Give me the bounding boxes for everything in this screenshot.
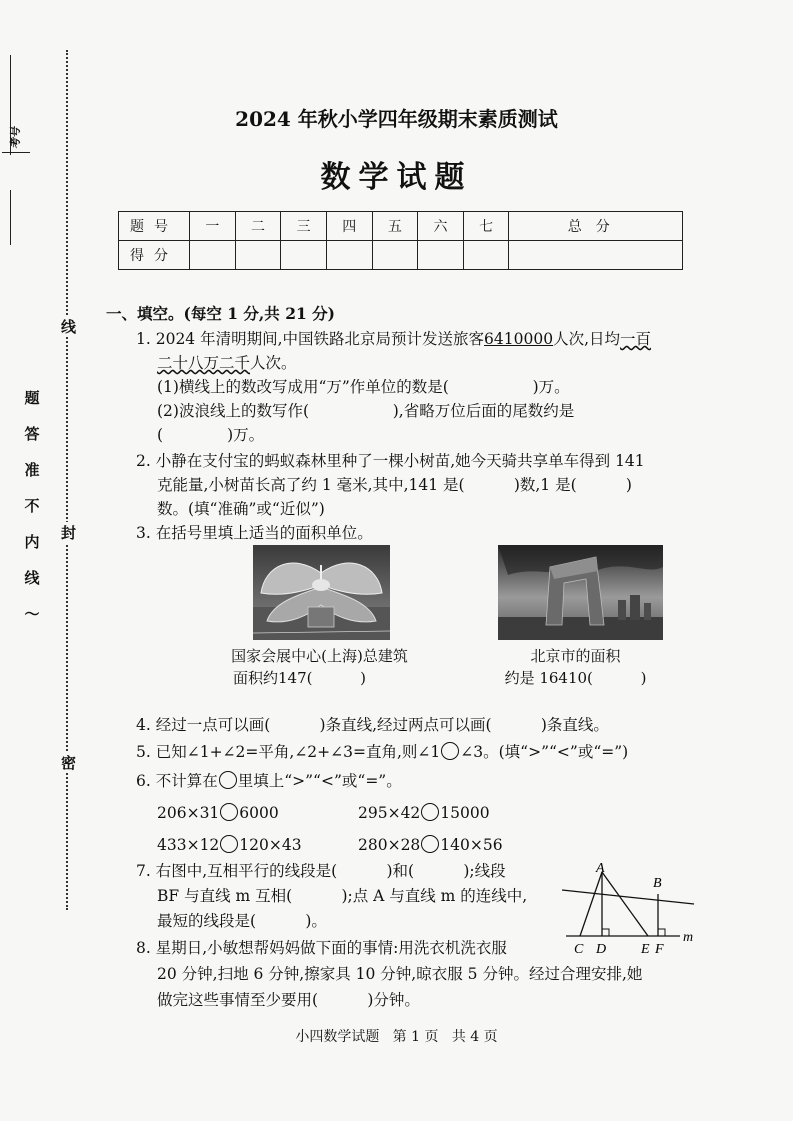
point-label: D	[596, 942, 607, 957]
page-footer: 小四数学试题 第 1 页 共 4 页	[295, 1029, 498, 1045]
q6-expr-left: 280×28	[358, 836, 421, 854]
score-cell[interactable]	[463, 241, 509, 270]
warn-char: 内	[24, 533, 40, 551]
subject-title: 数学试题	[320, 160, 473, 195]
q7-line-1: 7. 右图中,互相平行的线段是( )和( );线段	[136, 862, 506, 880]
q1-text: 人次。	[250, 354, 297, 372]
compare-circle[interactable]	[421, 835, 439, 853]
q2-line-3: 数。(填“准确”或“近似”)	[157, 500, 325, 518]
q6-expr-right: 120×43	[239, 836, 302, 854]
score-cell[interactable]	[235, 241, 281, 270]
score-cell[interactable]	[281, 241, 327, 270]
column-header: 三	[281, 212, 327, 241]
score-cell[interactable]	[509, 241, 683, 270]
q6-item	[358, 834, 503, 856]
compare-circle[interactable]	[220, 803, 238, 821]
q1-sub-2b: ( )万。	[157, 426, 265, 444]
seal-char-seal: 封	[61, 524, 77, 542]
score-cell[interactable]	[372, 241, 418, 270]
q1-wavy-number: 二十八万二千	[157, 354, 251, 372]
seal-char-secret: 密	[61, 754, 77, 772]
warn-char: 准	[24, 461, 40, 479]
score-cell[interactable]	[190, 241, 236, 270]
q5-text: ∠3。(填“>”“<”或“=”)	[460, 743, 629, 761]
point-label: A	[596, 861, 605, 876]
q7-line-3: 最短的线段是( )。	[157, 912, 327, 930]
line-label: m	[683, 930, 694, 945]
q1-line-1	[136, 328, 651, 350]
score-table	[118, 211, 683, 270]
q6-expr-right: 6000	[239, 804, 279, 822]
q7-line-2: BF 与直线 m 互相( );点 A 与直线 m 的连线中,	[157, 887, 528, 905]
q1-underlined-number: 6410000	[484, 330, 554, 348]
q5-text: 5. 已知∠1+∠2=平角,∠2+∠3=直角,则∠1	[136, 743, 441, 761]
q2-line-1: 2. 小静在支付宝的蚂蚁森林里种了一棵小树苗,她今天骑共享单车得到 141	[136, 452, 645, 470]
beijing-cctv-image	[498, 545, 663, 640]
q1-wavy-number: 一百	[620, 330, 652, 348]
section-1-title: 一、填空。(每空 1 分,共 21 分)	[106, 304, 336, 323]
q6-expr-right: 140×56	[440, 836, 503, 854]
seal-char-line: 线	[61, 318, 77, 336]
q6-expr-left: 206×31	[157, 804, 220, 822]
warn-char: ～	[24, 605, 40, 623]
q6-expr-right: 15000	[440, 804, 490, 822]
q1-sub-2: (2)波浪线上的数写作( ),省略万位后面的尾数约是	[157, 402, 575, 420]
table-row	[119, 241, 683, 270]
column-header: 六	[418, 212, 464, 241]
score-cell[interactable]	[418, 241, 464, 270]
q6-item	[358, 802, 490, 824]
expo-center-image	[253, 545, 390, 640]
q6-expr-left: 295×42	[358, 804, 421, 822]
q8-line-3: 做完这些事情至少要用( )分钟。	[157, 991, 420, 1009]
point-label: E	[641, 942, 650, 957]
compare-circle[interactable]	[220, 835, 238, 853]
q6-item	[157, 834, 302, 856]
compare-circle[interactable]	[421, 803, 439, 821]
q6-text: 里填上“>”“<”或“=”。	[237, 772, 402, 790]
q1-text: 人次,日均	[553, 330, 620, 348]
column-header-total: 总分	[509, 212, 683, 241]
exam-no-label: 考号	[9, 127, 22, 149]
compare-circle[interactable]	[441, 742, 459, 760]
q1-text: 1. 2024 年清明期间,中国铁路北京局预计发送旅客	[136, 330, 485, 348]
photo-expo-center	[253, 545, 390, 640]
column-header: 四	[326, 212, 372, 241]
column-header: 五	[372, 212, 418, 241]
point-label: C	[574, 942, 584, 957]
q8-line-2: 20 分钟,扫地 6 分钟,擦家具 10 分钟,晾衣服 5 分钟。经过合理安排,她	[157, 965, 643, 983]
column-header: 七	[463, 212, 509, 241]
q2-line-2: 克能量,小树苗长高了约 1 毫米,其中,141 是( )数,1 是( )	[157, 476, 632, 494]
q6-text: 6. 不计算在	[136, 772, 218, 790]
photo-beijing	[498, 545, 663, 640]
caption-expo-line-2: 面积约147( )	[232, 669, 366, 687]
q3-line-1: 3. 在括号里填上适当的面积单位。	[136, 524, 373, 542]
q6-expr-left: 433×12	[157, 836, 220, 854]
point-label: F	[655, 942, 664, 957]
point-label: B	[653, 876, 662, 891]
row-label-score: 得分	[119, 241, 190, 270]
warn-char: 线	[24, 569, 40, 587]
circle-icon	[219, 771, 237, 789]
q5-line	[136, 741, 628, 763]
caption-expo-line-1: 国家会展中心(上海)总建筑	[231, 647, 408, 665]
q7-geometry-figure	[562, 860, 702, 960]
margin-line	[10, 190, 11, 245]
q6-line	[136, 770, 402, 792]
caption-beijing-line-1: 北京市的面积	[530, 647, 621, 665]
warn-char: 不	[24, 497, 40, 515]
no-answer-warning	[22, 380, 42, 632]
exam-title: 2024 年秋小学四年级期末素质测试	[235, 107, 558, 131]
column-header: 一	[190, 212, 236, 241]
column-header: 二	[235, 212, 281, 241]
score-cell[interactable]	[326, 241, 372, 270]
q1-sub-1: (1)横线上的数改写成用“万”作单位的数是( )万。	[157, 378, 570, 396]
q4-line: 4. 经过一点可以画( )条直线,经过两点可以画( )条直线。	[136, 716, 609, 734]
table-row	[119, 212, 683, 241]
warn-char: 答	[24, 425, 40, 443]
warn-char: 题	[24, 389, 40, 407]
q8-line-1: 8. 星期日,小敏想帮妈妈做下面的事情:用洗衣机洗衣服	[136, 939, 507, 957]
caption-beijing-line-2: 约是 16410( )	[504, 669, 647, 687]
row-label-question-no: 题号	[119, 212, 190, 241]
q6-item	[157, 802, 279, 824]
q1-line-2	[157, 352, 297, 374]
